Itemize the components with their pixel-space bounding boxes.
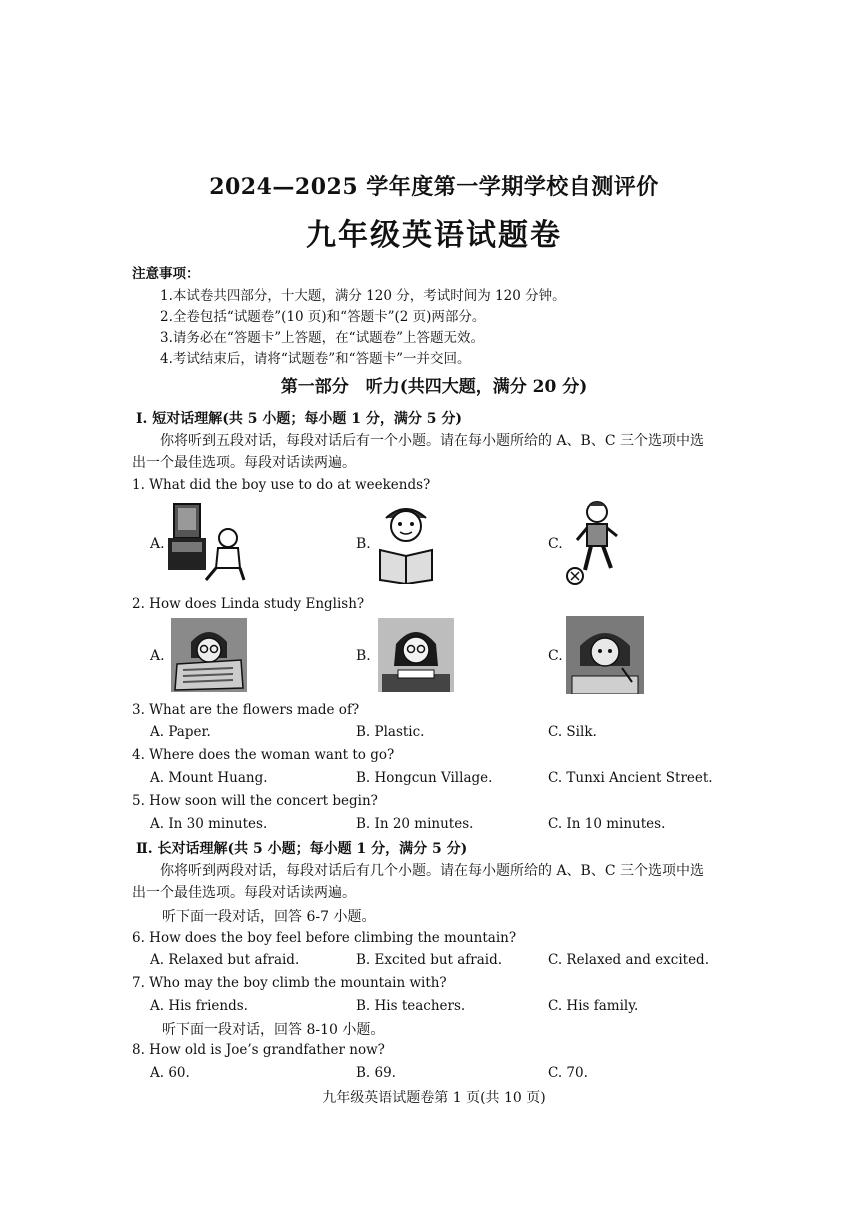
- boy-reading-book-picture: [374, 500, 438, 584]
- q7-option-a: A. His friends.: [150, 998, 248, 1014]
- notice-item: 2.全卷包括“试题卷”(10 页)和“答题卡”(2 页)两部分。: [160, 309, 486, 325]
- girl-reading-newspaper-picture: [171, 618, 247, 692]
- q6-option-a: A. Relaxed but afraid.: [150, 952, 300, 968]
- section-two-title: Ⅱ. 长对话理解(共 5 小题；每小题 1 分，满分 5 分): [136, 841, 468, 857]
- notice-item: 3.请务必在“答题卡”上答题，在“试题卷”上答题无效。: [160, 330, 484, 346]
- exam-main-title: 九年级英语试题卷: [306, 218, 562, 253]
- q8-option-a: A. 60.: [150, 1065, 190, 1081]
- page-footer: 九年级英语试题卷第 1 页(共 10 页): [322, 1090, 546, 1106]
- q1-option-b-label: B.: [356, 536, 371, 552]
- q5-option-a: A. In 30 minutes.: [150, 816, 268, 832]
- question-5: 5. How soon will the concert begin?: [132, 793, 378, 809]
- q7-option-b: B. His teachers.: [356, 998, 466, 1014]
- part-one-title: 第一部分 听力(共四大题，满分 20 分): [280, 377, 588, 397]
- notice-item: 1.本试卷共四部分，十大题，满分 120 分，考试时间为 120 分钟。: [160, 288, 566, 304]
- dialogue-instruction-6-7: 听下面一段对话，回答 6-7 小题。: [162, 909, 376, 925]
- boy-playing-football-picture: [565, 498, 625, 588]
- dialogue-instruction-8-10: 听下面一段对话，回答 8-10 小题。: [162, 1022, 385, 1038]
- section-two-instructions: 你将听到两段对话，每段对话后有几个小题。请在每小题所给的 A、B、C 三个选项中选: [160, 863, 705, 879]
- q4-option-b: B. Hongcun Village.: [356, 770, 493, 786]
- q1-option-c-label: C.: [548, 536, 563, 552]
- q1-option-a-label: A.: [150, 536, 165, 552]
- q4-option-c: C. Tunxi Ancient Street.: [548, 770, 713, 786]
- q3-option-c: C. Silk.: [548, 724, 597, 740]
- question-4: 4. Where does the woman want to go?: [132, 747, 395, 763]
- notice-heading: 注意事项：: [132, 266, 200, 282]
- section-one-title: Ⅰ. 短对话理解(共 5 小题；每小题 1 分，满分 5 分): [136, 411, 463, 427]
- question-8: 8. How old is Joe’s grandfather now?: [132, 1042, 385, 1058]
- q8-option-b: B. 69.: [356, 1065, 396, 1081]
- q6-option-b: B. Excited but afraid.: [356, 952, 503, 968]
- girl-writing-picture: [566, 616, 644, 694]
- q6-option-c: C. Relaxed and excited.: [548, 952, 709, 968]
- girl-at-desk-picture: [378, 618, 454, 692]
- question-6: 6. How does the boy feel before climbing the mountain?: [132, 930, 517, 946]
- q2-option-a-label: A.: [150, 648, 165, 664]
- question-7: 7. Who may the boy climb the mountain with?: [132, 975, 447, 991]
- notice-item: 4.考试结束后，请将“试题卷”和“答题卡”一并交回。: [160, 351, 471, 367]
- question-3: 3. What are the flowers made of?: [132, 702, 360, 718]
- question-2: 2. How does Linda study English?: [132, 596, 365, 612]
- q5-option-b: B. In 20 minutes.: [356, 816, 474, 832]
- q3-option-a: A. Paper.: [150, 724, 211, 740]
- q2-option-c-label: C.: [548, 648, 563, 664]
- q5-option-c: C. In 10 minutes.: [548, 816, 666, 832]
- section-one-instructions-cont: 出一个最佳选项。每段对话读两遍。: [132, 455, 356, 471]
- q2-option-b-label: B.: [356, 648, 371, 664]
- q7-option-c: C. His family.: [548, 998, 639, 1014]
- boy-watching-tv-picture: [166, 500, 248, 584]
- exam-year-title: 2024—2025 学年度第一学期学校自测评价: [209, 174, 659, 200]
- section-one-instructions: 你将听到五段对话，每段对话后有一个小题。请在每小题所给的 A、B、C 三个选项中选: [160, 433, 705, 449]
- section-two-instructions-cont: 出一个最佳选项。每段对话读两遍。: [132, 885, 356, 901]
- q8-option-c: C. 70.: [548, 1065, 588, 1081]
- question-1: 1. What did the boy use to do at weekends?: [132, 477, 431, 493]
- q3-option-b: B. Plastic.: [356, 724, 425, 740]
- q4-option-a: A. Mount Huang.: [150, 770, 268, 786]
